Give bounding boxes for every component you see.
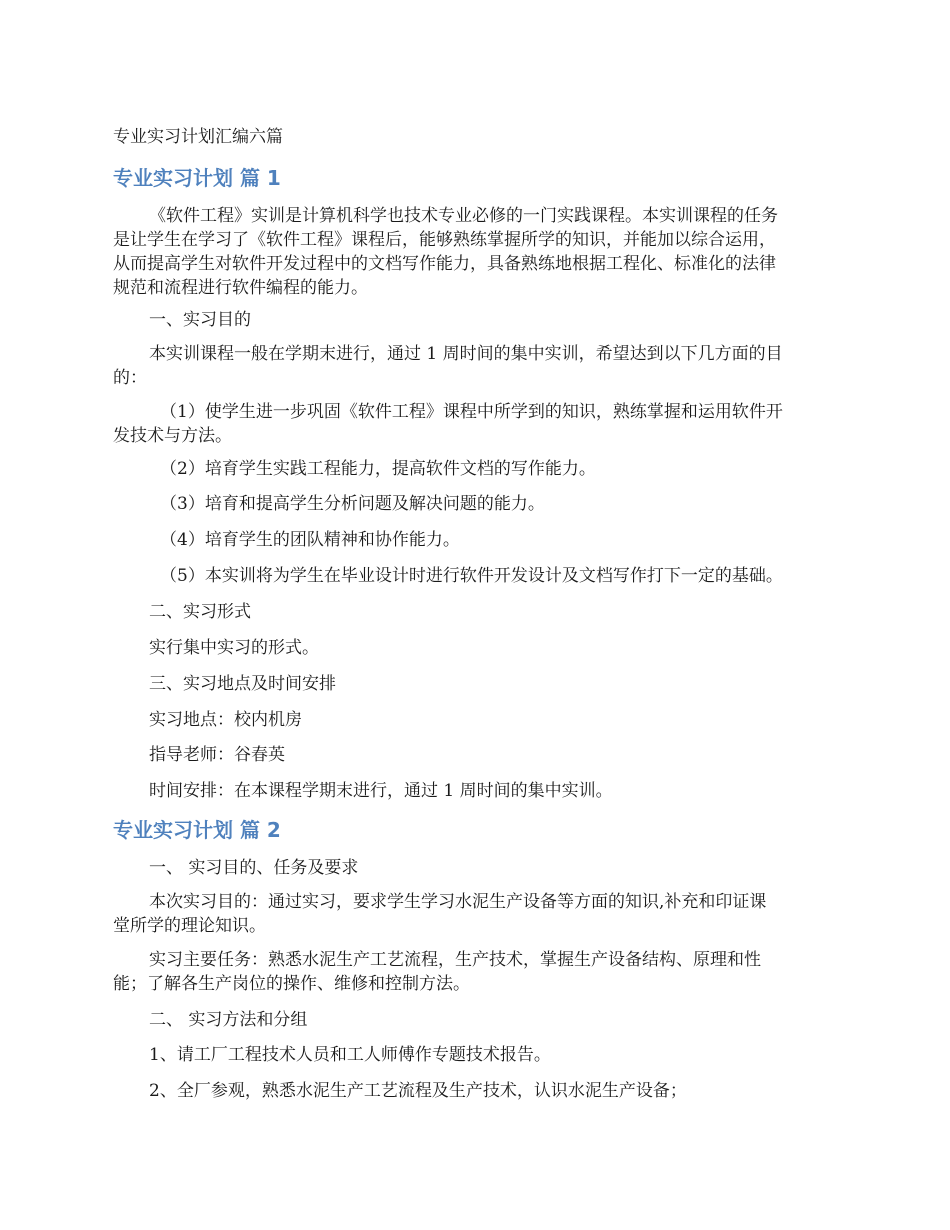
paragraph-line: 堂所学的理论知识。 xyxy=(113,916,266,936)
subheading-place: 三、实习地点及时间安排 xyxy=(149,674,336,694)
paragraph-line: 从而提高学生对软件开发过程中的文档写作能力，具备熟练地根据工程化、标准化的法律 xyxy=(113,254,776,274)
paragraph-line: 本次实习目的：通过实习，要求学生学习水泥生产设备等方面的知识,补充和印证课 xyxy=(149,892,767,912)
subheading-goal: 一、 实习目的、任务及要求 xyxy=(149,858,359,878)
list-item: （5）本实训将为学生在毕业设计时进行软件开发设计及文档写作打下一定的基础。 xyxy=(160,566,783,586)
paragraph-line: 实行集中实习的形式。 xyxy=(149,638,319,658)
list-item: （1）使学生进一步巩固《软件工程》课程中所学到的知识，熟练掌握和运用软件开 xyxy=(160,402,783,422)
paragraph-line: 的： xyxy=(113,368,147,388)
list-item: 1、请工厂工程技术人员和工人师傅作专题技术报告。 xyxy=(149,1045,551,1065)
list-item: 发技术与方法。 xyxy=(113,426,232,446)
list-item: 2、全厂参观，熟悉水泥生产工艺流程及生产技术，认识水泥生产设备； xyxy=(149,1081,687,1101)
list-item: （3）培育和提高学生分析问题及解决问题的能力。 xyxy=(160,494,545,514)
paragraph-line: 指导老师：谷春英 xyxy=(149,745,285,765)
paragraph-line: 实习地点：校内机房 xyxy=(149,710,302,730)
subheading-purpose: 一、实习目的 xyxy=(149,310,251,330)
subheading-form: 二、实习形式 xyxy=(149,602,251,622)
subheading-method: 二、 实习方法和分组 xyxy=(149,1010,308,1030)
list-item: （2）培育学生实践工程能力，提高软件文档的写作能力。 xyxy=(160,459,596,479)
paragraph-line: 《软件工程》实训是计算机科学也技术专业必修的一门实践课程。本实训课程的任务 xyxy=(149,206,778,226)
paragraph-line: 是让学生在学习了《软件工程》课程后，能够熟练掌握所学的知识，并能加以综合运用， xyxy=(113,230,776,250)
paragraph-line: 能；了解各生产岗位的操作、维修和控制方法。 xyxy=(113,974,470,994)
paragraph-line: 本实训课程一般在学期末进行，通过 1 周时间的集中实训，希望达到以下几方面的目 xyxy=(149,344,783,364)
paragraph-line: 时间安排：在本课程学期末进行，通过 1 周时间的集中实训。 xyxy=(149,781,613,801)
list-item: （4）培育学生的团队精神和协作能力。 xyxy=(160,530,460,550)
paragraph-line: 规范和流程进行软件编程的能力。 xyxy=(113,278,368,298)
section-heading-2: 专业实习计划 篇 2 xyxy=(113,818,281,842)
paragraph-line: 实习主要任务：熟悉水泥生产工艺流程，生产技术，掌握生产设备结构、原理和性 xyxy=(149,950,761,970)
document-title: 专业实习计划汇编六篇 xyxy=(113,127,283,147)
section-heading-1: 专业实习计划 篇 1 xyxy=(113,166,281,190)
